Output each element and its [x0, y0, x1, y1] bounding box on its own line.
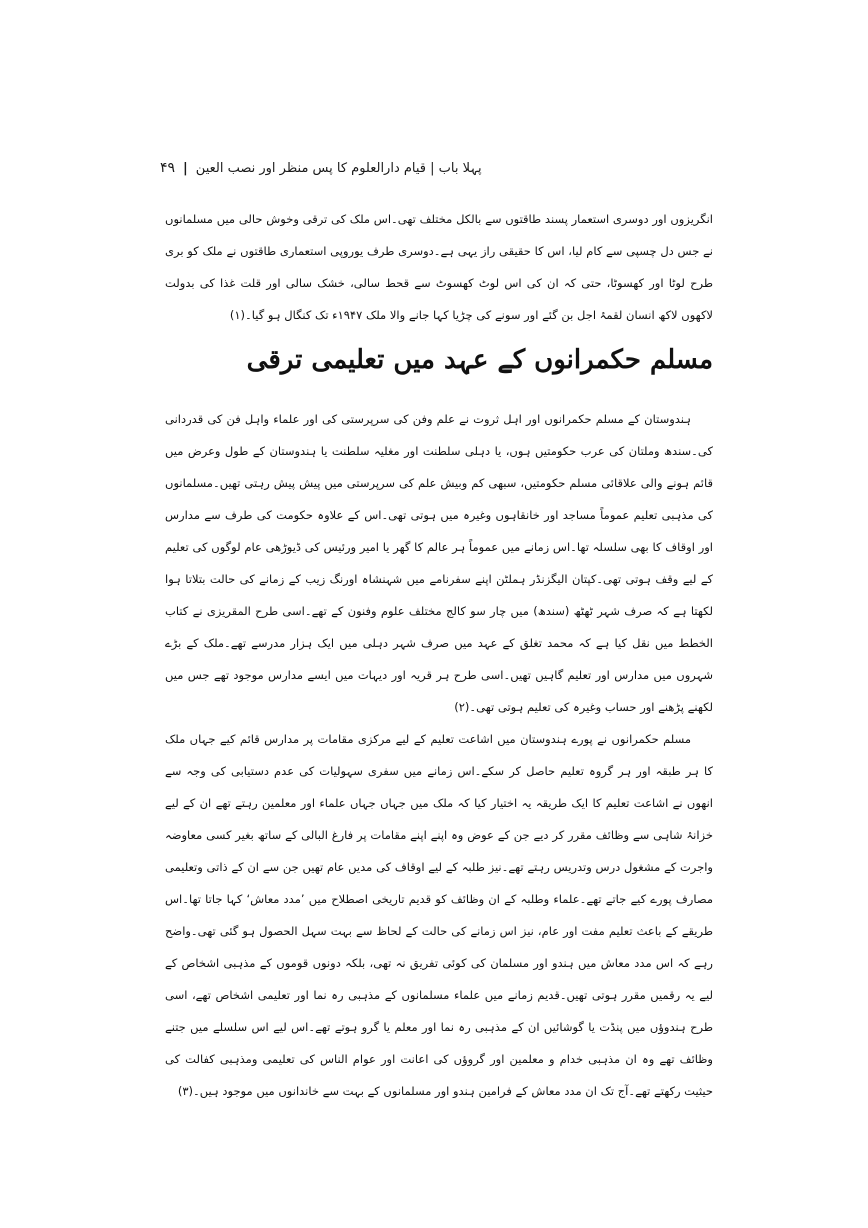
section-heading: مسلم حکمرانوں کے عہد میں تعلیمی ترقی — [246, 345, 713, 375]
intro-text — [165, 203, 713, 331]
main-text — [165, 403, 713, 1107]
paragraph: انگریزوں اور دوسری استعمار پسند طاقتوں سے بالکل مختلف تھی۔اس ملک کی ترقی وخوش حالی میں مسلمانوں نے جس دل چسپی سے کام لیا، اس کا حقیقی راز یہی ہے۔دوسری طرف یوروپی استعماری طاقتوں نے ملک کو بری طرح لوٹا اور کھسوٹا، حتی کہ ان کی اس لوٹ کھسوٹ سے قحط سالی، خشک سالی اور قلت غذا کی بدولت لاکھوں لاکھ انسان لقمۂ اجل بن گئے اور سونے کی چڑیا کہا جانے والا ملک ۱۹۴۷ء تک کنگال ہو گیا۔(۱) — [165, 212, 713, 322]
page-number: ۴۹ — [160, 160, 176, 176]
paragraph: ہندوستان کے مسلم حکمرانوں اور اہل ثروت نے علم وفن کی سرپرستی کی اور علماء واہل فن کی قدردانی کی۔سندھ وملتان کی عرب حکومتیں ہوں، یا دہلی سلطنت اور مغلیہ سلطنت یا ہندوستان کے طول وعرض میں قائم ہونے والی علاقائی مسلم حکومتیں، سبھی کم وبیش علم کی سرپرستی میں پیش پیش رہتی تھیں۔مسلمانوں کی مذہبی تعلیم عموماً مساجد اور خانقاہوں وغیرہ میں ہوتی تھی۔اس کے علاوہ حکومت کی طرف سے مدارس اور اوقاف کا بھی سلسلہ تھا۔اس زمانے میں عموماً ہر عالم کا گھر یا امیر ورئیس کی ڈیوڑھی عام لوگوں کی تعلیم کے لیے وقف ہوتی تھی۔کپتان الیگزنڈر ہملٹن اپنے سفرنامے میں شہنشاہ اورنگ زیب کے زمانے کی حالت بتلاتا ہوا لکھتا ہے کہ صرف شہر ٹھٹھ (سندھ) میں چار سو کالج مختلف علوم وفنون کے تھے۔اسی طرح المقریزی نے کتاب الخطط میں نقل کیا ہے کہ محمد تغلق کے عہد میں صرف شہر دہلی میں ایک ہزار مدرسے تھے۔ملک کے بڑے شہروں میں مدارس اور تعلیم گاہیں تھیں۔اسی طرح ہر قریہ اور دیہات میں ایسے مدارس موجود تھے جس میں لکھنے پڑھنے اور حساب وغیرہ کی تعلیم ہوتی تھی۔(۲) — [165, 412, 713, 714]
header-separator: | — [183, 160, 188, 176]
running-header — [160, 158, 715, 178]
running-title: پہلا باب | قیام دارالعلوم کا پس منظر اور نصب العین — [195, 160, 482, 176]
paragraph: مسلم حکمرانوں نے پورے ہندوستان میں اشاعت تعلیم کے لیے مرکزی مقامات پر مدارس قائم کیے جہاں ملک کا ہر طبقہ اور ہر گروہ تعلیم حاصل کر سکے۔اس زمانے میں سفری سہولیات کی عدم دستیابی کی وجہ سے انھوں نے اشاعت تعلیم کا ایک طریقہ یہ اختیار کیا کہ ملک میں جہاں جہاں علماء اور معلمین رہتے تھے ان کے لیے خزانۂ شاہی سے وظائف مقرر کر دیے جن کے عوض وہ اپنے اپنے مقامات پر فارغ البالی کے ساتھ بغیر کسی معاوضہ واجرت کے مشغول درس وتدریس رہتے تھے۔نیز طلبہ کے لیے اوقاف کی مدیں عام تھیں جن سے ان کے ذاتی وتعلیمی مصارف پورے کیے جاتے تھے۔علماء وطلبہ کے ان وظائف کو قدیم تاریخی اصطلاح میں ’مدد معاش‘ کہا جاتا تھا۔اس طریقے کے باعث تعلیم مفت اور عام، نیز اس زمانے کی حالت کے لحاظ سے بہت سہل الحصول ہو گئی تھی۔واضح رہے کہ اس مدد معاش میں ہندو اور مسلمان کی کوئی تفریق نہ تھی، بلکہ دونوں قوموں کے مذہبی اشخاص کے لیے یہ رقمیں مقرر ہوتی تھیں۔قدیم زمانے میں علماء مسلمانوں کے مذہبی رہ نما اور تعلیمی اشخاص تھے، اسی طرح ہندوؤں میں پنڈت یا گوشائیں ان کے مذہبی رہ نما اور معلم یا گرو ہوتے تھے۔اس لیے اس سلسلے میں جتنے وظائف تھے وہ ان مذہبی خدام و معلمین اور گروؤں کی اعانت اور عوام الناس کی تعلیمی ومذہبی کفالت کی حیثیت رکھتے تھے۔آج تک ان مدد معاش کے فرامین ہندو اور مسلمانوں کے بہت سے خاندانوں میں موجود ہیں۔(۳) — [165, 732, 713, 1098]
